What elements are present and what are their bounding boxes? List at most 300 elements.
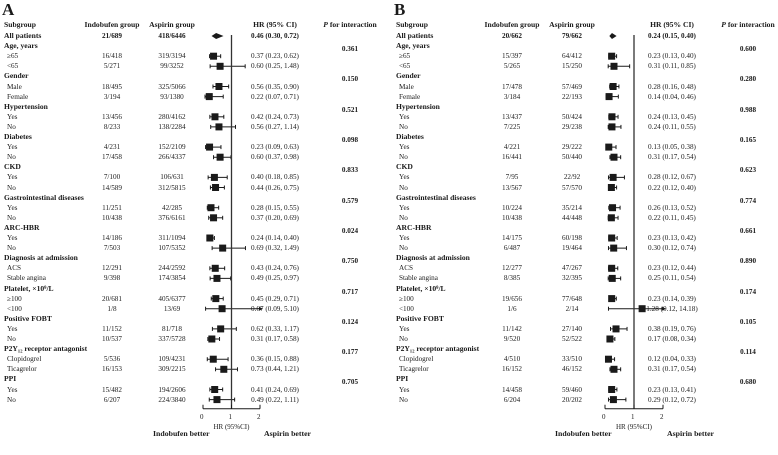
- hr-ci-value: 0.67 (0.09, 5.10): [251, 304, 299, 313]
- subgroup-label: ARC-HBR: [4, 222, 40, 232]
- indobufen-events: 9/398: [103, 274, 121, 283]
- x-tick-label: 2: [257, 412, 261, 421]
- subgroup-header-row: [0, 102, 390, 112]
- subgroup-label: No: [399, 213, 408, 222]
- indobufen-events: 8/385: [503, 274, 521, 283]
- subgroup-label: Yes: [399, 143, 410, 152]
- subgroup-label: Yes: [399, 324, 410, 333]
- p-interaction-value: 0.600: [739, 45, 757, 54]
- subgroup-label: Female: [399, 92, 421, 101]
- hr-ci-value: 0.69 (0.32, 1.49): [251, 244, 299, 253]
- hr-ci-value: 0.60 (0.37, 0.98): [251, 153, 299, 162]
- subgroup-label: Yes: [399, 203, 410, 212]
- hr-ci-value: 0.24 (0.15, 0.40): [648, 32, 696, 40]
- x-axis-label: HR (95%CI): [213, 422, 250, 431]
- indobufen-events: 5/271: [103, 62, 121, 71]
- indobufen-events: 5/536: [103, 355, 121, 364]
- table-row: [0, 304, 390, 314]
- aspirin-events: 337/5728: [158, 335, 186, 343]
- indobufen-events: 21/689: [102, 32, 122, 40]
- indobufen-events: 20/681: [102, 294, 122, 303]
- column-header: Aspirin group: [549, 20, 595, 29]
- indobufen-events: 10/537: [102, 335, 122, 343]
- hr-ci-value: 0.44 (0.26, 0.75): [251, 183, 299, 192]
- subgroup-label: Yes: [7, 234, 18, 242]
- hr-ci-value: 0.60 (0.25, 1.48): [251, 62, 299, 71]
- indobufen-events: 9/520: [503, 335, 521, 343]
- table-row: [0, 294, 390, 304]
- subgroup-header-row: [0, 374, 390, 387]
- table-row: [0, 122, 390, 132]
- hr-ci-value: 0.56 (0.27, 1.14): [251, 122, 299, 131]
- subgroup-header-row: [388, 102, 778, 112]
- hr-ci-value: 0.23 (0.13, 0.42): [648, 234, 696, 242]
- hr-ci-value: 0.22 (0.12, 0.40): [648, 183, 696, 192]
- aspirin-events: 22/92: [563, 173, 581, 182]
- subgroup-label: Ticagrelor: [399, 365, 429, 374]
- subgroup-label: Age, years: [4, 41, 38, 51]
- subgroup-label: Yes: [7, 385, 18, 394]
- table-row: [388, 364, 778, 374]
- subgroup-label: Yes: [7, 112, 18, 121]
- p-interaction-value: 0.024: [341, 226, 359, 235]
- indobufen-events: 6/204: [503, 395, 521, 404]
- aspirin-events: 325/5066: [158, 82, 186, 91]
- hr-ci-value: 0.13 (0.05, 0.38): [648, 143, 696, 152]
- indobufen-events: 13/567: [502, 183, 522, 192]
- subgroup-label: Male: [399, 82, 414, 91]
- aspirin-events: 29/222: [562, 143, 582, 152]
- hr-ci-value: 0.23 (0.14, 0.39): [648, 294, 696, 303]
- favors-right-label: Aspirin better: [667, 428, 714, 438]
- x-axis: [605, 405, 663, 409]
- aspirin-events: 224/3840: [158, 395, 186, 404]
- aspirin-events: 57/570: [562, 183, 582, 192]
- subgroup-label: No: [7, 183, 16, 192]
- p-interaction-value: 0.680: [739, 378, 757, 387]
- p-interaction-value: 0.579: [341, 196, 359, 205]
- p-interaction-value: 0.833: [341, 166, 359, 175]
- table-row: [0, 142, 390, 152]
- subgroup-label: Stable angina: [7, 274, 46, 283]
- p-interaction-value: 0.105: [739, 317, 757, 326]
- table-row: [0, 354, 390, 364]
- subgroup-label: No: [399, 335, 408, 343]
- table-row: [0, 263, 390, 273]
- indobufen-events: 7/503: [103, 244, 121, 253]
- hr-ci-value: 0.31 (0.11, 0.85): [648, 62, 696, 71]
- subgroup-label: No: [7, 395, 16, 404]
- subgroup-label: No: [7, 244, 16, 253]
- table-row: [0, 213, 390, 223]
- x-tick-label: 2: [660, 412, 664, 421]
- indobufen-events: 18/495: [102, 82, 122, 91]
- subgroup-header-row: [0, 253, 390, 266]
- table-row: [0, 273, 390, 283]
- hr-ci-value: 0.56 (0.35, 0.90): [251, 82, 299, 91]
- subgroup-label: CKD: [4, 162, 21, 172]
- aspirin-events: 46/152: [562, 365, 582, 374]
- aspirin-events: 266/4337: [158, 153, 186, 162]
- indobufen-events: 19/656: [502, 294, 522, 303]
- subgroup-label: No: [399, 183, 408, 192]
- table-row: [388, 334, 778, 344]
- indobufen-events: 13/437: [502, 112, 522, 121]
- subgroup-label: Yes: [399, 112, 410, 121]
- indobufen-events: 10/224: [502, 203, 522, 212]
- hr-ci-value: 0.31 (0.17, 0.58): [251, 335, 299, 343]
- hr-ci-value: 0.40 (0.18, 0.85): [251, 173, 299, 182]
- table-row: [388, 122, 778, 132]
- subgroup-label: <65: [399, 62, 411, 71]
- p-interaction-value: 0.890: [739, 257, 757, 266]
- aspirin-events: 405/6377: [158, 294, 186, 303]
- panel-letter: B: [394, 0, 406, 19]
- table-row: [388, 152, 778, 162]
- indobufen-events: 16/152: [502, 365, 522, 374]
- subgroup-label: No: [7, 335, 16, 343]
- x-tick-label: 1: [228, 412, 232, 421]
- subgroup-header-row: [388, 193, 778, 203]
- table-row: [388, 304, 778, 314]
- indobufen-events: 14/186: [102, 234, 122, 242]
- indobufen-events: 12/277: [502, 264, 522, 273]
- hr-ci-value: 0.26 (0.13, 0.52): [648, 203, 696, 212]
- hr-ci-value: 0.37 (0.20, 0.69): [251, 213, 299, 222]
- panel-letter: A: [2, 0, 15, 19]
- hr-ci-value: 0.23 (0.13, 0.41): [648, 385, 696, 394]
- subgroup-label: Yes: [7, 173, 18, 182]
- column-header: Indobufen group: [484, 20, 540, 29]
- p-interaction-value: 0.623: [739, 166, 757, 175]
- aspirin-events: 20/202: [562, 395, 582, 404]
- subgroup-label: Hypertension: [396, 101, 440, 111]
- subgroup-label: No: [7, 153, 16, 162]
- aspirin-events: 319/3194: [158, 52, 186, 61]
- subgroup-label: No: [7, 122, 16, 131]
- aspirin-events: 77/648: [562, 294, 582, 303]
- aspirin-events: 194/2606: [158, 385, 186, 394]
- aspirin-events: 312/5815: [158, 183, 186, 192]
- subgroup-label: Gender: [4, 71, 29, 81]
- indobufen-events: 16/418: [102, 52, 122, 61]
- hr-ci-value: 0.62 (0.33, 1.17): [251, 324, 299, 333]
- column-header: P for interaction: [323, 20, 377, 29]
- subgroup-label: <65: [7, 62, 19, 71]
- aspirin-events: 138/2284: [158, 122, 186, 131]
- p-italic: P: [323, 20, 328, 29]
- table-row: [388, 82, 778, 92]
- subgroup-label: Diagnosis at admission: [4, 253, 78, 263]
- hr-ci-value: 1.28 (0.12, 14.18): [646, 304, 698, 313]
- aspirin-events: 13/69: [163, 304, 181, 313]
- subgroup-label: <100: [399, 304, 414, 313]
- aspirin-events: 60/198: [562, 234, 582, 242]
- indobufen-events: 7/95: [505, 173, 519, 182]
- subgroup-header-row: [0, 162, 390, 175]
- column-header: Subgroup: [396, 20, 428, 29]
- p-interaction-value: 0.165: [739, 136, 757, 144]
- p-interaction-value: 0.661: [739, 226, 757, 235]
- indobufen-events: 3/184: [503, 92, 521, 101]
- subgroup-label: ≥100: [399, 294, 414, 303]
- forest-plot-panel-b: [388, 0, 778, 455]
- subgroup-label: ACS: [7, 264, 21, 273]
- subgroup-label: Clopidogrel: [399, 355, 434, 364]
- subgroup-label: PPI: [396, 374, 409, 384]
- indobufen-events: 11/152: [102, 324, 122, 333]
- subgroup-header-row: [388, 374, 778, 387]
- aspirin-events: 35/214: [562, 203, 582, 212]
- hr-ci-value: 0.28 (0.15, 0.55): [251, 203, 299, 212]
- p-interaction-value: 0.705: [341, 378, 359, 387]
- table-row: [0, 233, 390, 243]
- subgroup-header-row: [0, 132, 390, 142]
- hr-ci-value: 0.28 (0.16, 0.48): [648, 82, 696, 91]
- column-header: Aspirin group: [149, 20, 195, 29]
- indobufen-events: 15/397: [502, 52, 522, 61]
- aspirin-events: 22/193: [562, 92, 582, 101]
- p-interaction-value: 0.521: [341, 105, 359, 114]
- hr-ci-value: 0.73 (0.44, 1.21): [251, 365, 299, 374]
- aspirin-events: 93/1380: [160, 92, 184, 101]
- table-row: [0, 51, 390, 61]
- subgroup-label: Hypertension: [4, 101, 48, 111]
- subgroup-label: Gastrointestinal diseases: [4, 192, 84, 202]
- subgroup-label: Ticagrelor: [7, 365, 37, 374]
- hr-ci-value: 0.46 (0.30, 0.72): [251, 32, 299, 40]
- indobufen-events: 4/510: [503, 355, 521, 364]
- column-header: HR (95% CI): [650, 20, 694, 29]
- table-row: [388, 213, 778, 223]
- indobufen-events: 7/225: [503, 122, 521, 131]
- hr-ci-value: 0.24 (0.11, 0.55): [648, 122, 696, 131]
- x-tick-label: 0: [602, 412, 606, 421]
- subgroup-label: Diagnosis at admission: [396, 253, 470, 263]
- subgroup-label: Diabetes: [4, 132, 32, 141]
- overall-row: [0, 31, 390, 41]
- aspirin-events: 106/631: [160, 173, 184, 182]
- table-row: [388, 324, 778, 334]
- table-row: [388, 395, 778, 405]
- indobufen-events: 10/438: [502, 213, 522, 222]
- aspirin-events: 99/3252: [160, 62, 184, 71]
- indobufen-events: 11/142: [502, 324, 522, 333]
- aspirin-events: 244/2592: [158, 264, 186, 273]
- table-row: [0, 61, 390, 71]
- aspirin-events: 59/460: [562, 385, 582, 394]
- subgroup-header-row: [0, 314, 390, 324]
- indobufen-events: 1/6: [507, 304, 517, 313]
- aspirin-events: 27/140: [562, 324, 582, 333]
- hr-ci-value: 0.30 (0.12, 0.74): [648, 244, 696, 253]
- subgroup-header-row: [388, 71, 778, 84]
- table-row: [0, 385, 390, 395]
- x-tick-label: 1: [631, 412, 635, 421]
- indobufen-events: 20/662: [502, 32, 522, 40]
- aspirin-events: 29/238: [562, 122, 582, 131]
- table-row: [0, 183, 390, 193]
- table-row: [388, 92, 778, 102]
- indobufen-events: 5/265: [503, 62, 521, 71]
- subgroup-label: ≥100: [7, 294, 22, 303]
- hr-ci-value: 0.28 (0.12, 0.67): [648, 173, 696, 182]
- column-header: P for interaction: [721, 20, 775, 29]
- p-interaction-value: 0.177: [341, 348, 359, 357]
- hr-ci-value: 0.31 (0.17, 0.54): [648, 365, 696, 374]
- p-interaction-value: 0.174: [739, 287, 757, 296]
- aspirin-events: 50/440: [562, 153, 582, 162]
- aspirin-events: 44/448: [562, 213, 582, 222]
- subgroup-label: PPI: [4, 374, 17, 384]
- aspirin-events: 109/4231: [158, 355, 186, 364]
- p-interaction-value: 0.988: [739, 105, 757, 114]
- table-row: [388, 61, 778, 71]
- subgroup-header-row: [0, 71, 390, 84]
- table-row: [0, 112, 390, 122]
- indobufen-events: 16/441: [502, 153, 522, 162]
- hr-ci-value: 0.23 (0.12, 0.44): [648, 264, 696, 273]
- p-interaction-value: 0.750: [341, 257, 359, 266]
- table-row: [388, 203, 778, 213]
- subgroup-label: All patients: [4, 31, 42, 40]
- table-row: [0, 203, 390, 213]
- subgroup-label: Platelet, ×10⁹/L: [396, 283, 446, 293]
- indobufen-events: 14/458: [502, 385, 522, 394]
- table-row: [388, 172, 778, 182]
- hr-ci-value: 0.22 (0.11, 0.45): [648, 213, 696, 222]
- subgroup-label: <100: [7, 304, 22, 313]
- x-axis-label: HR (95%CI): [616, 422, 652, 431]
- indobufen-events: 6/207: [103, 395, 121, 404]
- indobufen-events: 12/291: [102, 264, 122, 273]
- aspirin-events: 15/250: [562, 62, 582, 71]
- subgroup-label: Gender: [396, 71, 421, 81]
- subgroup-label: All patients: [396, 31, 434, 40]
- p-interaction-value: 0.150: [341, 75, 359, 84]
- subgroup-label: ≥65: [399, 52, 411, 61]
- hr-ci-value: 0.22 (0.07, 0.71): [251, 92, 299, 101]
- p-interaction-value: 0.280: [739, 75, 757, 84]
- aspirin-events: 280/4162: [158, 112, 186, 121]
- p-interaction-value: 0.098: [341, 136, 359, 144]
- aspirin-events: 152/2109: [158, 143, 186, 152]
- subgroup-header-row: [388, 344, 778, 357]
- table-row: [388, 273, 778, 283]
- subgroup-label: Yes: [7, 143, 18, 152]
- subgroup-label: Clopidogrel: [7, 355, 42, 364]
- table-row: [0, 82, 390, 92]
- aspirin-events: 50/424: [562, 112, 582, 121]
- column-header: Subgroup: [4, 20, 36, 29]
- hr-ci-value: 0.49 (0.22, 1.11): [251, 395, 299, 404]
- p-interaction-value: 0.774: [739, 196, 757, 205]
- column-header: HR (95% CI): [253, 20, 297, 29]
- indobufen-events: 15/482: [102, 385, 122, 394]
- table-row: [388, 142, 778, 152]
- table-row: [388, 294, 778, 304]
- table-row: [0, 334, 390, 344]
- subgroup-label: Female: [7, 92, 29, 101]
- subgroup-label: Yes: [399, 385, 410, 394]
- table-row: [388, 385, 778, 395]
- p-interaction-value: 0.114: [740, 348, 756, 357]
- subgroup-label: No: [7, 213, 16, 222]
- table-row: [388, 51, 778, 61]
- indobufen-events: 4/231: [103, 143, 121, 152]
- subgroup-header-row: [0, 284, 390, 294]
- hr-ci-value: 0.24 (0.14, 0.40): [251, 234, 299, 242]
- p-italic: P: [721, 20, 726, 29]
- indobufen-events: 14/175: [502, 234, 522, 242]
- overall-row: [388, 31, 778, 41]
- subgroup-label: Diabetes: [396, 132, 424, 141]
- hr-ci-value: 0.23 (0.13, 0.40): [648, 52, 696, 61]
- subgroup-label: Yes: [7, 203, 18, 212]
- aspirin-events: 79/662: [562, 32, 582, 40]
- hr-ci-value: 0.45 (0.29, 0.71): [251, 294, 299, 303]
- subgroup-header-row: [388, 223, 778, 233]
- aspirin-events: 32/395: [562, 274, 582, 283]
- subgroup-label: Yes: [7, 324, 18, 333]
- aspirin-events: 42/285: [162, 203, 182, 212]
- table-row: [0, 172, 390, 182]
- subgroup-label: Male: [7, 82, 22, 91]
- table-row: [388, 112, 778, 122]
- hr-ci-value: 0.25 (0.11, 0.54): [648, 274, 696, 283]
- hr-ci-value: 0.12 (0.04, 0.33): [648, 355, 696, 364]
- x-tick-label: 0: [200, 412, 204, 421]
- table-row: [0, 324, 390, 334]
- aspirin-events: 81/718: [162, 324, 182, 333]
- subgroup-header-row: [0, 344, 390, 357]
- aspirin-events: 57/469: [562, 82, 582, 91]
- table-row: [0, 243, 390, 253]
- subgroup-label: P2Y₁₂ receptor antagonist: [4, 344, 88, 354]
- subgroup-header-row: [0, 223, 390, 233]
- table-row: [388, 233, 778, 243]
- table-row: [388, 354, 778, 364]
- subgroup-label: Yes: [399, 234, 410, 242]
- subgroup-label: No: [399, 244, 408, 253]
- hr-ci-value: 0.37 (0.23, 0.62): [251, 52, 299, 61]
- subgroup-label: ACS: [399, 264, 413, 273]
- subgroup-header-row: [388, 314, 778, 324]
- indobufen-events: 17/458: [102, 153, 122, 162]
- subgroup-header-row: [388, 253, 778, 266]
- subgroup-label: Gastrointestinal diseases: [396, 192, 476, 202]
- subgroup-header-row: [388, 132, 778, 142]
- aspirin-events: 107/5352: [158, 244, 186, 253]
- aspirin-events: 2/14: [565, 304, 579, 313]
- indobufen-events: 16/153: [102, 365, 122, 374]
- hr-ci-value: 0.31 (0.17, 0.54): [648, 153, 696, 162]
- indobufen-events: 17/478: [502, 82, 522, 91]
- table-row: [388, 243, 778, 253]
- hr-ci-value: 0.29 (0.12, 0.72): [648, 395, 696, 404]
- subgroup-label: No: [399, 153, 408, 162]
- table-row: [388, 263, 778, 273]
- hr-ci-value: 0.41 (0.24, 0.69): [251, 385, 299, 394]
- indobufen-events: 8/233: [103, 122, 121, 131]
- column-header: Indobufen group: [84, 20, 140, 29]
- aspirin-events: 19/464: [562, 244, 582, 253]
- aspirin-events: 376/6161: [158, 213, 186, 222]
- hr-ci-value: 0.38 (0.19, 0.76): [648, 324, 696, 333]
- indobufen-events: 3/194: [103, 92, 121, 101]
- subgroup-label: ≥65: [7, 52, 19, 61]
- hr-ci-value: 0.14 (0.04, 0.46): [648, 92, 696, 101]
